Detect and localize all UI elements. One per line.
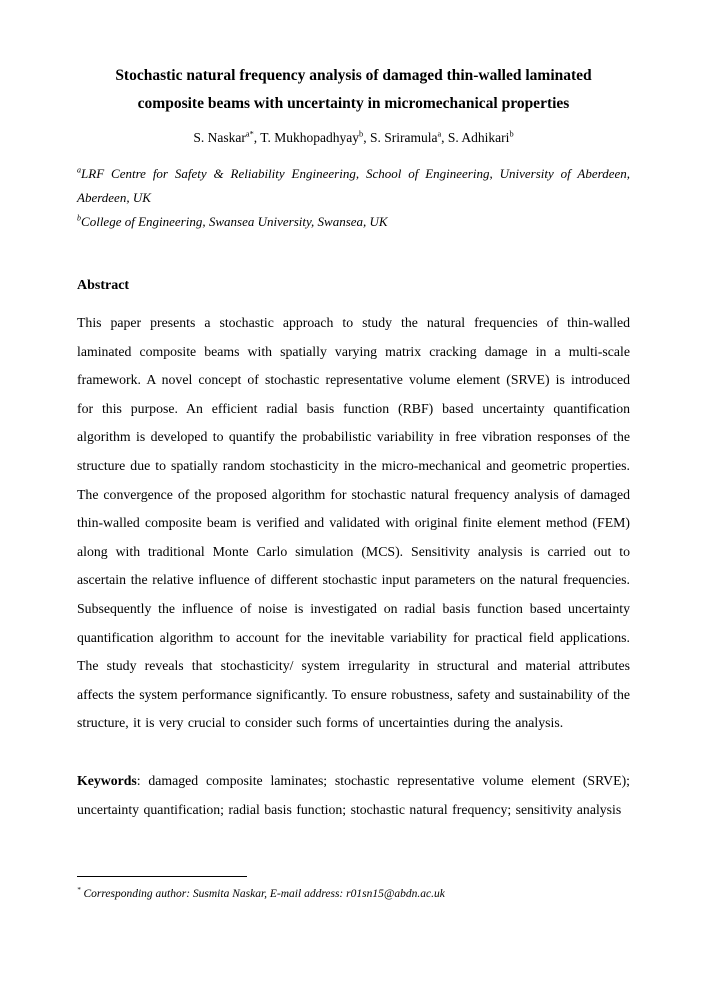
footnote-text: Corresponding author: Susmita Naskar, E-mail address: r01sn15@abdn.ac.uk	[80, 888, 445, 900]
affiliation-mark: b	[77, 213, 82, 223]
author: S. Naskar$^{a*}$	[193, 129, 254, 145]
affiliation-text: LRF Centre for Safety & Reliability Engineering, School of Engineering, University of Aberdeen, Aberdeen, UK	[77, 166, 630, 205]
authors-line	[77, 127, 630, 149]
affiliation-mark: a	[77, 165, 82, 175]
keywords-label: Keywords	[77, 772, 137, 788]
keywords-text: : damaged composite laminates; stochastic representative volume element (SRVE); uncertainty quantification; radial basis function; stochastic natural frequency; sensitivity analysis	[77, 772, 630, 817]
affiliation-text: College of Engineering, Swansea University, Swansea, UK	[81, 214, 388, 229]
corresponding-author-footnote	[77, 886, 630, 902]
author: S. Sriramula$^a$	[369, 129, 442, 145]
author-affiliation-mark: a	[437, 129, 442, 139]
paper-title: Stochastic natural frequency analysis of damaged thin-walled laminated composite beams with uncertainty in micromechanical properties	[115, 67, 592, 112]
footnote-separator-rule	[77, 876, 247, 877]
footnote-block	[77, 876, 630, 902]
abstract-heading: Abstract	[77, 278, 130, 293]
author-separator: ,	[253, 130, 261, 145]
affiliation-b	[77, 210, 630, 234]
author-affiliation-mark: b	[359, 129, 364, 139]
author-affiliation-mark: a*	[245, 129, 254, 139]
author: S. Adhikari$^b$	[447, 129, 514, 145]
author-affiliation-mark: b	[509, 129, 514, 139]
author: T. Mukhopadhyay$^b$	[260, 129, 364, 145]
keywords-paragraph	[77, 767, 630, 824]
affiliation-a	[77, 162, 630, 210]
footnote-mark: *	[77, 886, 81, 895]
author-separator: ,	[363, 130, 370, 145]
abstract-paragraph: This paper presents a stochastic approach to study the natural frequencies of thin-walled laminated composite beams with spatially varying matrix cracking damage in a multi-scale framework. A novel concept of stochastic representative volume element (SRVE) is introduced for this purpose. An efficient radial basis function (RBF) based uncertainty quantification algorithm is developed to quantify the probabilistic variability in free vibration responses of the structure due to spatially random stochasticity in the micro-mechanical and geometric properties. The convergence of the proposed algorithm for stochastic natural frequency analysis of damaged thin-walled composite beam is verified and validated with original finite element method (FEM) along with traditional Monte Carlo simulation (MCS). Sensitivity analysis is carried out to ascertain the relative influence of different stochastic input parameters on the natural frequencies. Subsequently the influence of noise is investigated on radial basis function based uncertainty quantification algorithm to account for the inevitable variability for practical field applications. The study reveals that stochasticity/ system irregularity in structural and material attributes affects the system performance significantly. To ensure robustness, safety and sustainability of the structure, it is very crucial to consider such forms of uncertainties during the analysis.	[77, 315, 630, 731]
author-separator: ,	[441, 130, 448, 145]
